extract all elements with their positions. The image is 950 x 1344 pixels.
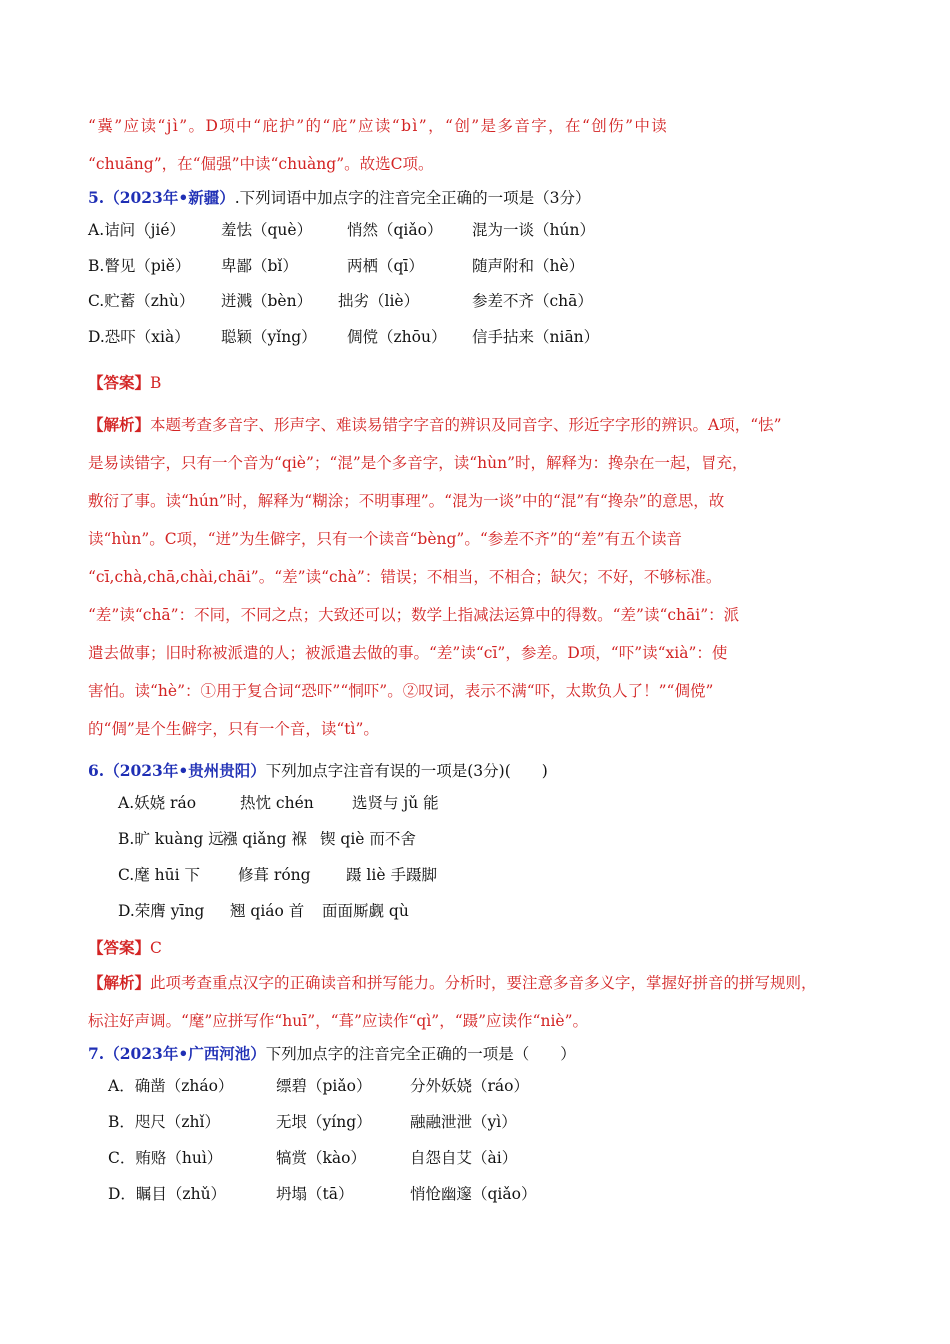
option-item: 悄然（qiǎo）	[347, 221, 443, 239]
question-7-stem	[88, 1043, 880, 1065]
option-item: 羞怯（què）	[221, 221, 313, 239]
option-item: C.麾 hūi 下	[118, 866, 201, 884]
option-item: 倜傥（zhōu）	[347, 328, 447, 346]
option-item: 信手拈来（niān）	[472, 328, 600, 346]
option-item: 迸溅（bèn）	[221, 292, 313, 310]
question-number: 5.	[88, 188, 105, 207]
option-item: 面面厮觑 qù	[322, 902, 409, 920]
question-6-stem	[88, 760, 880, 782]
option-item: D.荣膺 yīng	[118, 902, 205, 920]
question-number: 6.	[88, 761, 105, 780]
option-item: D.恐吓（xià）	[88, 328, 190, 346]
option-item: 热忱 chén	[240, 794, 314, 812]
explanation-line: 标注好声调。“麾”应拼写作“huī”，“葺”应读作“qì”，“蹑”应读作“niè”。	[88, 1012, 589, 1030]
prev-explanation-line: “冀”应读“jì”。D项中“庇护”的“庇”应读“bì”，“创”是多音字，在“创伤”中读	[88, 117, 669, 135]
option-item: 坍塌（tā）	[276, 1185, 354, 1203]
option-item: 翘 qiáo 首	[230, 902, 305, 920]
prev-explanation-line: “chuāng”，在“倔强”中读“chuàng”。故选C项。	[88, 155, 434, 173]
explanation-line	[88, 414, 880, 436]
question-text: 下列加点字的注音完全正确的一项是（ ）	[265, 1045, 576, 1063]
explanation-line: 读“hùn”。C项，“迸”为生僻字，只有一个读音“bèng”。“参差不齐”的“差”有五个读音	[88, 530, 683, 548]
explanation-line: “差”读“chā”：不同，不同之点；大致还可以；数学上指减法运算中的得数。“差”读“chāi”：派	[88, 606, 740, 624]
option-item: 锲 qiè 而不舍	[320, 830, 416, 848]
option-item: 自怨自艾（ài）	[410, 1149, 518, 1167]
question-source: （2023年•贵州贵阳）	[104, 761, 266, 780]
explanation-line: “cī,chà,chā,chài,chāi”。“差”读“chà”：错误；不相当，不相合；缺欠；不好，不够标准。	[88, 568, 722, 586]
option-item: 选贤与 jǔ 能	[352, 794, 439, 812]
option-item: 蹑 liè 手蹑脚	[346, 866, 437, 884]
option-item: 缥碧（piǎo）	[276, 1077, 372, 1095]
option-item: 融融泄泄（yì）	[410, 1113, 517, 1131]
explanation-line	[88, 972, 880, 994]
option-item: B.瞥见（piě）	[88, 257, 191, 275]
option-item: A.妖娆 ráo	[118, 794, 197, 812]
answer-line	[88, 937, 880, 959]
option-item: 襁 qiǎng 褓	[222, 830, 307, 848]
answer-tag: 【答案】	[88, 938, 151, 957]
option-item: 分外妖娆（ráo）	[410, 1077, 529, 1095]
explanation-tag: 【解析】	[88, 415, 151, 434]
option-item: 犒赏（kào）	[276, 1149, 366, 1167]
option-item: 无垠（yíng）	[276, 1113, 372, 1131]
option-item: C.贮蓄（zhù）	[88, 292, 195, 310]
option-item: A.诘问（jié）	[88, 221, 186, 239]
option-item: 随声附和（hè）	[472, 257, 585, 275]
option-item: 卑鄙（bǐ）	[221, 257, 298, 275]
answer-tag: 【答案】	[88, 373, 151, 392]
explanation-text: 此项考查重点汉字的正确读音和拼写能力。分析时，要注意多音多义字，掌握好拼音的拼写规则，	[150, 974, 817, 992]
explanation-line: 敷衍了事。读“hún”时，解释为“糊涂；不明事理”。“混为一谈”中的“混”有“搀杂”的意思，故	[88, 492, 725, 510]
option-item: 混为一谈（hún）	[472, 221, 595, 239]
option-item: 聪颖（yǐng）	[221, 328, 317, 346]
answer-value: B	[150, 374, 162, 392]
explanation-line: 是易读错字，只有一个音为“qiè”；“混”是个多音字，读“hùn”时，解释为：搀杂在一起，冒充，	[88, 454, 748, 472]
question-source: （2023年•新疆）	[104, 188, 235, 207]
explanation-tag: 【解析】	[88, 973, 151, 992]
option-item: A．确凿（zháo）	[108, 1077, 234, 1095]
explanation-line: 的“倜”是个生僻字，只有一个音，读“tì”。	[88, 720, 379, 738]
question-text: .下列词语中加点字的注音完全正确的一项是（3分）	[234, 189, 591, 207]
option-item: D．瞩目（zhǔ）	[108, 1185, 227, 1203]
explanation-text: 本题考查多音字、形声字、难读易错字字音的辨识及同音字、形近字字形的辨识。A项，“怯”	[150, 416, 782, 434]
option-item: B．咫尺（zhǐ）	[108, 1113, 220, 1131]
question-text: 下列加点字注音有误的一项是(3分)( )	[265, 762, 548, 780]
answer-line	[88, 372, 880, 394]
option-item: C．贿赂（huì）	[108, 1149, 223, 1167]
option-item: 悄怆幽邃（qiǎo）	[410, 1185, 537, 1203]
explanation-line: 害怕。读“hè”：①用于复合词“恐吓”“恫吓”。②叹词，表示不满“吓，太欺负人了！”“倜傥”	[88, 682, 714, 700]
question-number: 7.	[88, 1044, 105, 1063]
answer-value: C	[150, 939, 162, 957]
question-source: （2023年•广西河池）	[104, 1044, 266, 1063]
explanation-line: 遣去做事；旧时称被派遣的人；被派遣去做的事。“差”读“cī”，参差。D项，“吓”读“xià”：使	[88, 644, 728, 662]
option-item: 两栖（qī）	[347, 257, 424, 275]
option-item: B.旷 kuàng 远	[118, 830, 224, 848]
option-item: 参差不齐（chā）	[472, 292, 593, 310]
option-item: 修葺 róng	[238, 866, 311, 884]
option-item: 拙劣（liè）	[338, 292, 420, 310]
question-5-stem	[88, 187, 880, 209]
